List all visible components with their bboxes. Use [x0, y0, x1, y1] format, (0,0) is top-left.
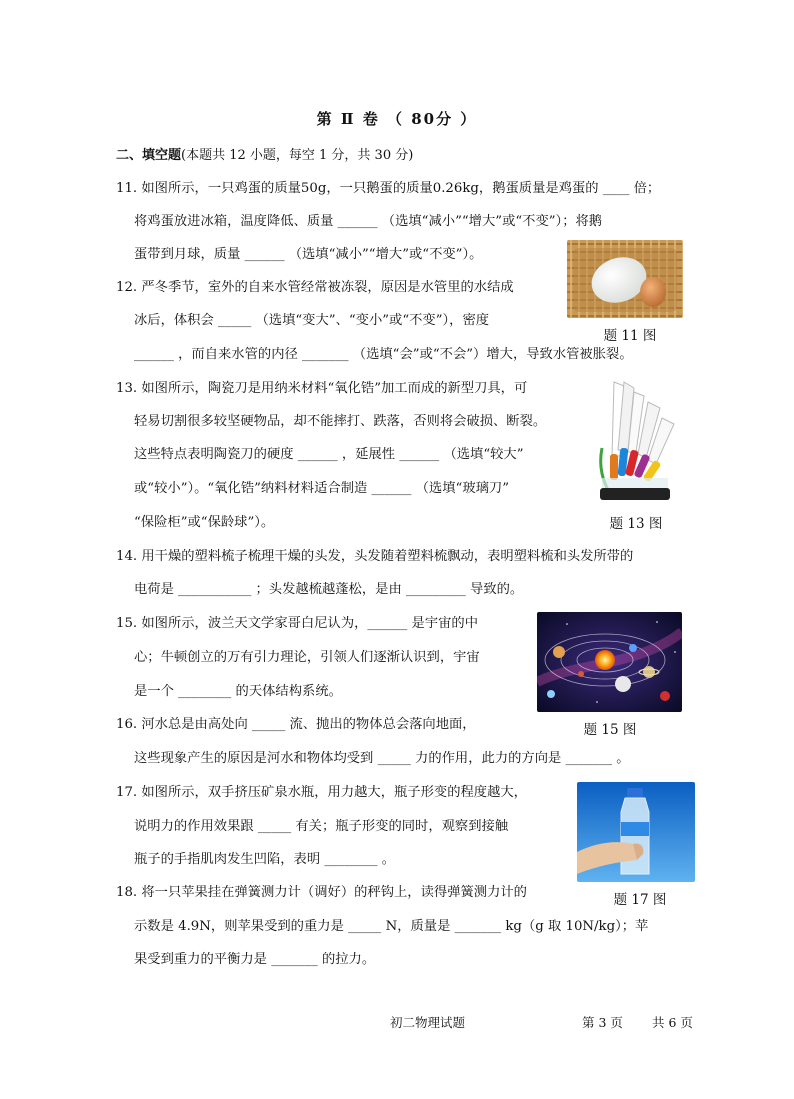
figure-15-solar-system-image [537, 612, 682, 712]
question-12-line-3: ______ ，而自来水管的内径 _______ （选填“会”或“不会”）增大，导致水管被胀裂。 [134, 347, 633, 362]
section-heading [116, 144, 413, 163]
footer-subject: 初二物理试题 [390, 1015, 466, 1030]
question-15-line-2: 心；牛顿创立的万有引力理论，引领人们逐渐认识到，宇宙 [134, 650, 480, 665]
question-11-line-2: 将鸡蛋放进冰箱，温度降低、质量 ______ （选填“减小”“增大”或“不变”）；将鹅 [134, 214, 603, 229]
question-12-line-2: 冰后，体积会 _____ （选填“变大”、“变小”或“不变”），密度 [134, 313, 490, 328]
figure-15-caption: 题 15 图 [583, 722, 637, 738]
question-14-line-1: 14. 用干燥的塑料梳子梳理干燥的头发，头发随着塑料梳飘动，表明塑料梳和头发所带的 [116, 549, 634, 564]
question-15-line-3: 是一个 ________ 的天体结构系统。 [134, 684, 342, 699]
question-13-line-3: 这些特点表明陶瓷刀的硬度 ______ ，延展性 ______ （选填“较大” [134, 447, 524, 462]
section-note: (本题共 12 小题，每空 1 分，共 30 分) [181, 148, 414, 163]
figure-17-bottle-image [577, 782, 695, 882]
question-16-line-2: 这些现象产生的原因是河水和物体均受到 _____ 力的作用，此力的方向是 _______ 。 [134, 751, 630, 766]
question-18-line-1: 18. 将一只苹果挂在弹簧测力计（调好）的秤钩上，读得弹簧测力计的 [116, 885, 527, 900]
footer-page-number: 第 3 页 [582, 1015, 623, 1030]
question-17-line-2: 说明力的作用效果跟 _____ 有关；瓶子形变的同时，观察到接触 [134, 819, 509, 834]
section-label: 二、填空题 [116, 148, 182, 163]
figure-13-knives-image [592, 378, 680, 506]
question-15-line-1: 15. 如图所示，波兰天文学家哥白尼认为，______ 是宇宙的中 [116, 616, 479, 631]
question-17-line-1: 17. 如图所示，双手挤压矿泉水瓶，用力越大，瓶子形变的程度越大， [116, 785, 527, 800]
figure-11-eggs-image [567, 240, 683, 318]
question-16-line-1: 16. 河水总是由高处向 _____ 流、抛出的物体总会落向地面， [116, 717, 476, 732]
question-18-line-2: 示数是 4.9N，则苹果受到的重力是 _____ N，质量是 _______ kg（g 取 10N/kg）；苹 [134, 919, 649, 934]
page-title: 第 Ⅱ 卷 （ 80分 ） [316, 110, 478, 128]
figure-11-caption: 题 11 图 [603, 328, 657, 344]
footer-total-pages: 共 6 页 [652, 1015, 693, 1030]
question-13-line-4: 或“较小”）。“氧化锆”纳料材料适合制造 ______ （选填“玻璃刀” [134, 481, 510, 496]
figure-13-caption: 题 13 图 [609, 516, 663, 532]
question-12-line-1: 12. 严冬季节，室外的自来水管经常被冻裂，原因是水管里的水结成 [116, 280, 514, 295]
question-13-line-1: 13. 如图所示，陶瓷刀是用纳米材料“氧化锆”加工而成的新型刀具，可 [116, 381, 528, 396]
question-13-line-2: 轻易切割很多较坚硬物品，却不能摔打、跌落，否则将会破损、断裂。 [134, 414, 547, 429]
question-14-line-2: 电荷是 ___________ ；头发越梳越蓬松，是由 _________ 导致的。 [134, 582, 524, 597]
question-13-line-5: “保险柜”或“保龄球”）。 [134, 515, 275, 530]
question-18-line-3: 果受到重力的平衡力是 _______ 的拉力。 [134, 952, 376, 967]
figure-17-caption: 题 17 图 [613, 892, 667, 908]
question-11-line-1: 11. 如图所示，一只鸡蛋的质量50g，一只鹅蛋的质量0.26kg，鹅蛋质量是鸡蛋的 ____ 倍； [116, 181, 661, 196]
question-17-line-3: 瓶子的手指肌肉发生凹陷，表明 ________ 。 [134, 852, 396, 867]
question-11-line-3: 蛋带到月球，质量 ______ （选填“减小”“增大”或“不变”）。 [134, 247, 483, 262]
